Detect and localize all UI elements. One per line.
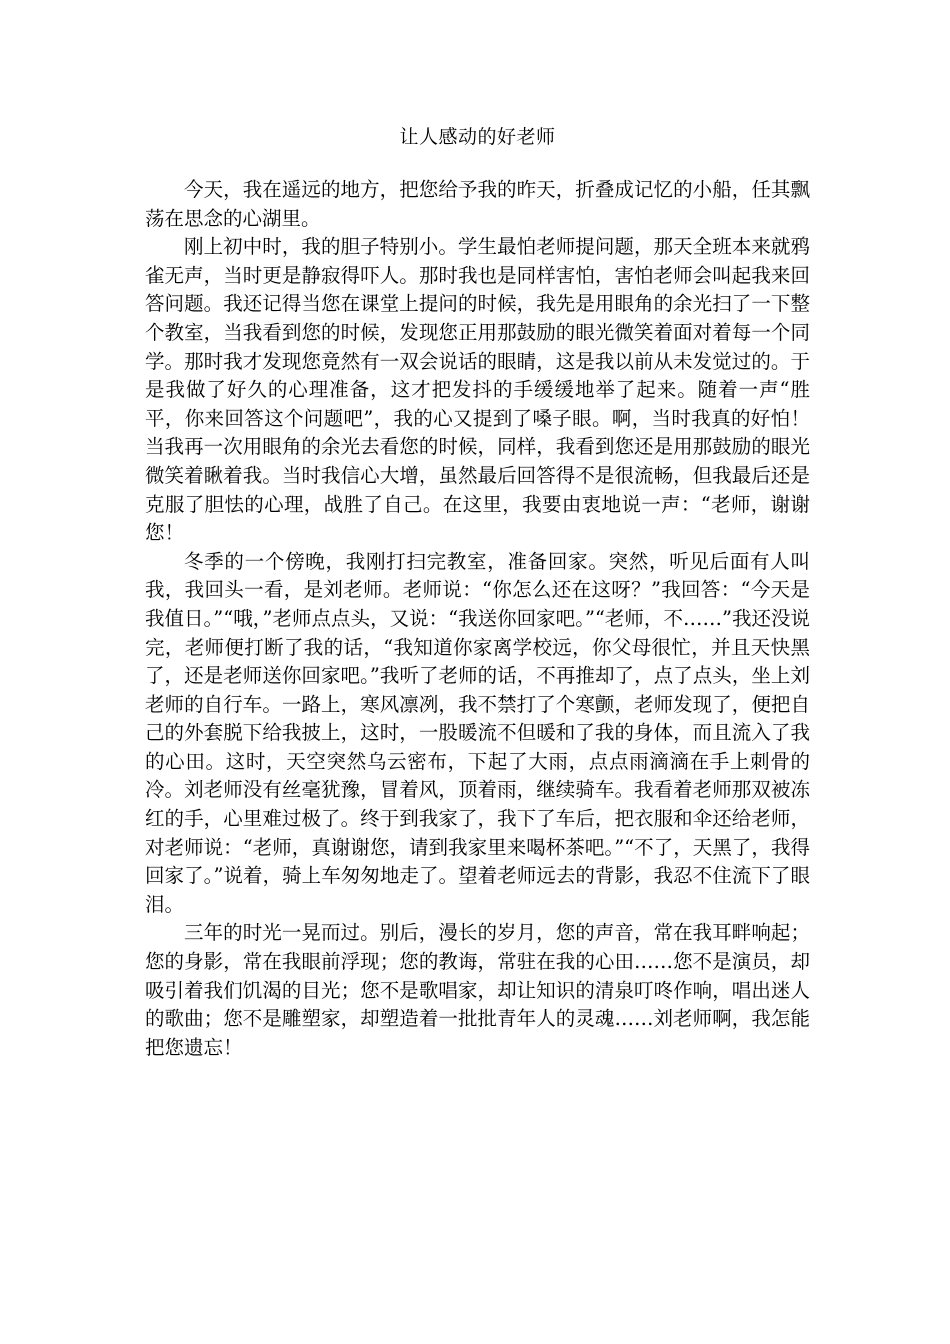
document-page (145, 118, 810, 1062)
paragraph-3: 冬季的一个傍晚，我刚打扫完教室，准备回家。突然，听见后面有人叫我，我回头一看，是刘老师。老师说：“你怎么还在这呀？”我回答：“今天是我值日。”“哦，”老师点点头，又说：“我送你回家吧。”“老师，不……”我还没说完，老师便打断了我的话，“我知道你家离学校远，你父母很忙，并且天快黑了，还是老师送你回家吧。”我听了老师的话，不再推却了，点了点头，坐上刘老师的自行车。一路上，寒风凛冽，我不禁打了个寒颤，老师发现了，便把自己的外套脱下给我披上，这时，一股暖流不但暖和了我的身体，而且流入了我的心田。这时，天空突然乌云密布，下起了大雨，点点雨滴滴在手上刺骨的冷。刘老师没有丝毫犹豫，冒着风，顶着雨，继续骑车。我看着老师那双被冻红的手，心里难过极了。终于到我家了，我下了车后，把衣服和伞还给老师，对老师说：“老师，真谢谢您，请到我家里来喝杯茶吧。”“不了，天黑了，我得回家了。”说着，骑上车匆匆地走了。望着老师远去的背影，我忍不住流下了眼泪。 (145, 549, 810, 916)
document-title: 让人感动的好老师 (399, 126, 556, 148)
paragraph-1: 今天，我在遥远的地方，把您给予我的昨天，折叠成记忆的小船，任其飘荡在思念的心湖里。 (145, 178, 810, 230)
paragraph-4: 三年的时光一晃而过。别后，漫长的岁月，您的声音，常在我耳畔响起；您的身影，常在我眼前浮现；您的教诲，常驻在我的心田……您不是演员，却吸引着我们饥渴的目光；您不是歌唱家，却让知识的清泉叮咚作响，唱出迷人的歌曲；您不是雕塑家，却塑造着一批批青年人的灵魂……刘老师啊，我怎能把您遗忘！ (145, 921, 810, 1059)
paragraph-2: 刚上初中时，我的胆子特别小。学生最怕老师提问题，那天全班本来就鸦雀无声，当时更是静寂得吓人。那时我也是同样害怕，害怕老师会叫起我来回答问题。我还记得当您在课堂上提问的时候，我先是用眼角的余光扫了一下整个教室，当我看到您的时候，发现您正用那鼓励的眼光微笑着面对着每一个同学。那时我才发现您竟然有一双会说话的眼睛，这是我以前从未发觉过的。于是我做了好久的心理准备，这才把发抖的手缓缓地举了起来。随着一声“胜平，你来回答这个问题吧”，我的心又提到了嗓子眼。啊，当时我真的好怕！当我再一次用眼角的余光去看您的时候，同样，我看到您还是用那鼓励的眼光微笑着瞅着我。当时我信心大增，虽然最后回答得不是很流畅，但我最后还是克服了胆怯的心理，战胜了自己。在这里，我要由衷地说一声：“老师，谢谢您！ (145, 235, 810, 545)
